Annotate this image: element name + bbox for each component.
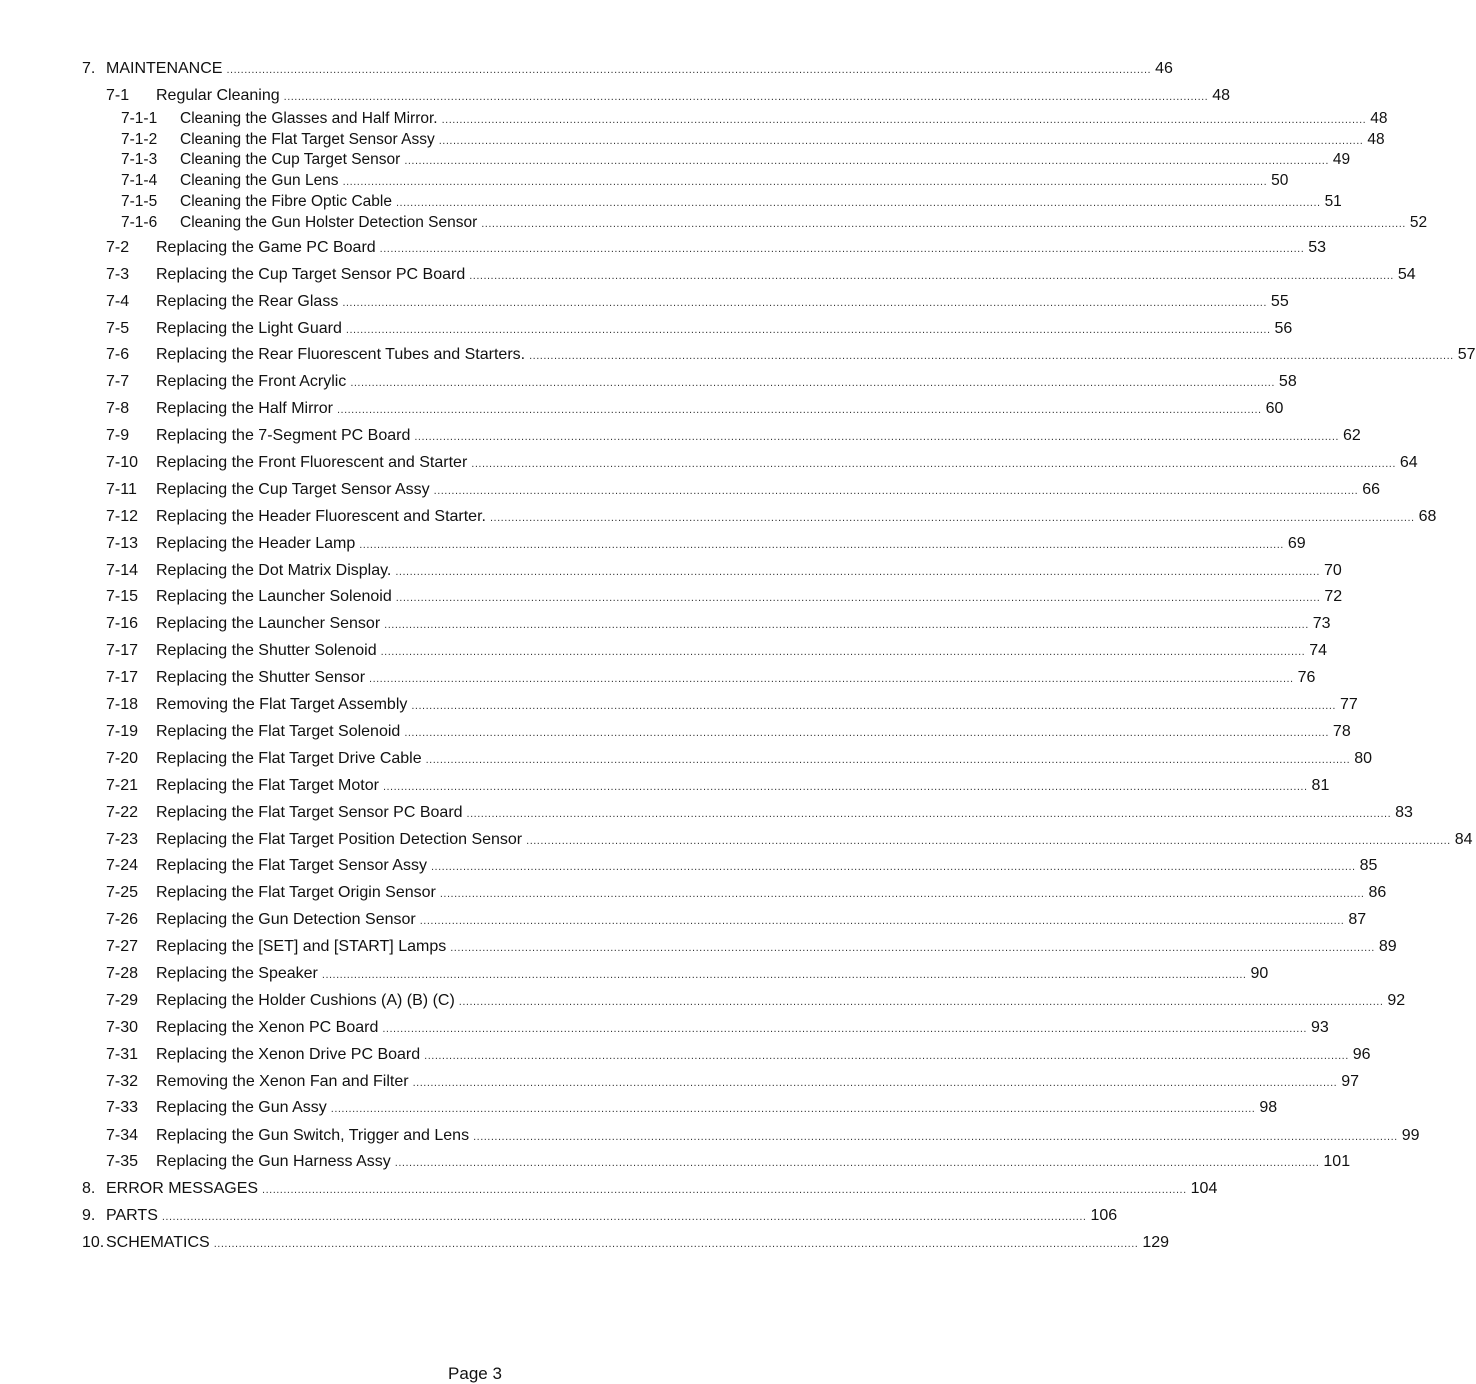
dot-leader: ....................................................................................................................................................................................................................................................................	[345, 324, 1271, 336]
toc-entry-page: 104	[1190, 1180, 1218, 1197]
toc-entry-page: 97	[1341, 1073, 1359, 1090]
toc-entry-page: 85	[1359, 857, 1378, 874]
toc-entry-page: 66	[1362, 481, 1381, 498]
toc-entry[interactable]	[0, 910, 1367, 930]
toc-entry-page: 73	[1312, 615, 1331, 632]
dot-leader: ....................................................................................................................................................................................................................................................................	[411, 700, 1336, 712]
toc-entry-number: 7-16	[106, 615, 139, 632]
toc-entry-number: 7-14	[106, 562, 139, 579]
dot-leader: ....................................................................................................................................................................................................................................................................	[424, 1050, 1349, 1062]
toc-entry[interactable]	[0, 213, 1428, 233]
toc-entry-number: 7-12	[106, 508, 139, 525]
dot-leader: ....................................................................................................................................................................................................................................................................	[430, 861, 1356, 873]
toc-entry-number: 7-30	[106, 1019, 139, 1036]
toc-entry-page: 101	[1323, 1153, 1351, 1170]
toc-entry-number: 7-9	[106, 427, 130, 444]
dot-leader: ....................................................................................................................................................................................................................................................................	[226, 64, 1152, 76]
toc-entry-title: Replacing the Holder Cushions (A) (B) (C)	[156, 992, 455, 1009]
dot-leader: ....................................................................................................................................................................................................................................................................	[336, 404, 1262, 416]
toc-entry-page: 78	[1332, 723, 1351, 740]
toc-entry-title: Replacing the Shutter Sensor	[156, 669, 366, 686]
toc-entry-title: Replacing the Launcher Sensor	[156, 615, 381, 632]
toc-entry[interactable]	[0, 614, 1331, 634]
toc-entry-title: Replacing the Flat Target Sensor PC Board	[156, 804, 463, 821]
toc-entry-page: 90	[1250, 965, 1269, 982]
toc-entry-number: 7-27	[106, 938, 139, 955]
toc-entry-number: 7.	[82, 60, 96, 77]
toc-entry-page: 57	[1457, 346, 1476, 363]
toc-entry-title: Replacing the Gun Assy	[156, 1099, 327, 1116]
dot-leader: ....................................................................................................................................................................................................................................................................	[414, 431, 1339, 443]
toc-entry[interactable]	[0, 507, 1437, 527]
dot-leader: ....................................................................................................................................................................................................................................................................	[471, 458, 1396, 470]
toc-entry-title: Replacing the Front Fluorescent and Starter	[156, 454, 468, 471]
toc-entry-number: 7-18	[106, 696, 139, 713]
toc-entry[interactable]	[0, 265, 1416, 285]
toc-entry[interactable]	[0, 372, 1297, 392]
toc-entry-page: 98	[1259, 1099, 1278, 1116]
toc-entry-title: Cleaning the Fibre Optic Cable	[180, 193, 392, 210]
toc-entry-number: 7-1-6	[121, 214, 158, 231]
toc-entry-page: 64	[1399, 454, 1418, 471]
toc-entry-title: Removing the Xenon Fan and Filter	[156, 1073, 409, 1090]
toc-entry[interactable]	[0, 1018, 1329, 1038]
dot-leader: ....................................................................................................................................................................................................................................................................	[369, 673, 1294, 685]
toc-entry[interactable]	[0, 238, 1327, 258]
toc-entry-number: 7-34	[106, 1127, 139, 1144]
dot-leader: ....................................................................................................................................................................................................................................................................	[458, 996, 1384, 1008]
toc-entry-number: 7-35	[106, 1153, 139, 1170]
toc-entry-title: PARTS	[106, 1207, 158, 1224]
toc-entry-number: 7-7	[106, 373, 130, 390]
toc-entry[interactable]	[0, 150, 1351, 170]
toc-entry-number: 7-1-1	[121, 110, 158, 127]
toc-entry-title: Replacing the Dot Matrix Display.	[156, 562, 392, 579]
dot-leader: ....................................................................................................................................................................................................................................................................	[419, 915, 1345, 927]
dot-leader: ....................................................................................................................................................................................................................................................................	[382, 781, 1308, 793]
toc-entry-title: Replacing the [SET] and [START] Lamps	[156, 938, 447, 955]
toc-entry-number: 7-5	[106, 320, 130, 337]
toc-entry[interactable]	[0, 1072, 1359, 1092]
toc-entry-number: 7-1-2	[121, 131, 158, 148]
dot-leader: ....................................................................................................................................................................................................................................................................	[439, 888, 1365, 900]
dot-leader: ....................................................................................................................................................................................................................................................................	[321, 969, 1247, 981]
toc-entry-page: 68	[1418, 508, 1437, 525]
toc-entry-page: 50	[1271, 172, 1289, 189]
toc-entry-page: 53	[1308, 239, 1327, 256]
toc-entry[interactable]	[0, 883, 1387, 903]
toc-entry-number: 7-4	[106, 293, 130, 310]
toc-entry-title: Replacing the Speaker	[156, 965, 318, 982]
toc-entry-page: 99	[1401, 1127, 1420, 1144]
dot-leader: ....................................................................................................................................................................................................................................................................	[213, 1238, 1139, 1250]
toc-entry[interactable]	[0, 587, 1343, 607]
toc-entry-number: 7-20	[106, 750, 139, 767]
toc-entry-title: Replacing the Rear Glass	[156, 293, 339, 310]
toc-entry-title: Replacing the Flat Target Solenoid	[156, 723, 401, 740]
toc-entry-page: 55	[1270, 293, 1289, 310]
dot-leader: ....................................................................................................................................................................................................................................................................	[450, 942, 1375, 954]
toc-entry[interactable]	[0, 1179, 1218, 1199]
toc-entry-title: Replacing the Half Mirror	[156, 400, 333, 417]
toc-entry[interactable]	[0, 668, 1316, 688]
dot-leader: ....................................................................................................................................................................................................................................................................	[469, 270, 1394, 282]
dot-leader: ....................................................................................................................................................................................................................................................................	[330, 1103, 1256, 1115]
dot-leader: ....................................................................................................................................................................................................................................................................	[466, 808, 1392, 820]
toc-entry-title: Cleaning the Gun Lens	[180, 172, 339, 189]
toc-entry[interactable]	[0, 426, 1361, 446]
toc-entry-title: Cleaning the Cup Target Sensor	[180, 151, 401, 168]
toc-entry[interactable]	[0, 59, 1173, 79]
toc-entry[interactable]	[0, 345, 1476, 365]
toc-entry[interactable]	[0, 130, 1385, 150]
dot-leader: ....................................................................................................................................................................................................................................................................	[404, 727, 1329, 739]
toc-entry-number: 7-11	[106, 481, 137, 498]
toc-entry-number: 7-17	[106, 669, 139, 686]
toc-entry[interactable]	[0, 86, 1231, 106]
toc-entry[interactable]	[0, 641, 1327, 661]
dot-leader: ....................................................................................................................................................................................................................................................................	[404, 155, 1329, 167]
toc-entry-page: 48	[1367, 131, 1385, 148]
toc-entry-title: SCHEMATICS	[106, 1234, 210, 1251]
toc-entry-page: 48	[1370, 110, 1388, 127]
toc-entry-page: 80	[1354, 750, 1373, 767]
toc-entry-page: 81	[1311, 777, 1330, 794]
toc-entry-number: 7-22	[106, 804, 139, 821]
toc-entry-title: Replacing the 7-Segment PC Board	[156, 427, 411, 444]
toc-entry-number: 7-17	[106, 642, 139, 659]
toc-entry-number: 7-10	[106, 454, 139, 471]
toc-entry-title: Replacing the Xenon PC Board	[156, 1019, 379, 1036]
toc-entry-page: 58	[1278, 373, 1297, 390]
toc-entry[interactable]	[0, 480, 1381, 500]
toc-entry[interactable]	[0, 856, 1378, 876]
toc-entry-page: 48	[1212, 87, 1231, 104]
toc-entry-page: 52	[1409, 214, 1428, 231]
dot-leader: ....................................................................................................................................................................................................................................................................	[433, 485, 1359, 497]
toc-entry[interactable]	[0, 695, 1358, 715]
toc-entry[interactable]	[0, 109, 1388, 129]
toc-entry-title: Replacing the Header Lamp	[156, 535, 356, 552]
toc-entry-page: 54	[1397, 266, 1416, 283]
toc-entry-title: Regular Cleaning	[156, 87, 280, 104]
toc-entry[interactable]	[0, 1045, 1371, 1065]
toc-entry-page: 77	[1339, 696, 1358, 713]
toc-entry-page: 83	[1395, 804, 1413, 821]
toc-entry-number: 7-8	[106, 400, 130, 417]
toc-entry-title: Replacing the Xenon Drive PC Board	[156, 1046, 421, 1063]
toc-entry[interactable]	[0, 1233, 1170, 1253]
toc-entry[interactable]	[0, 991, 1406, 1011]
dot-leader: ....................................................................................................................................................................................................................................................................	[395, 592, 1321, 604]
toc-entry-number: 7-15	[106, 588, 139, 605]
toc-entry[interactable]	[0, 1152, 1351, 1172]
toc-entry-page: 56	[1274, 320, 1293, 337]
toc-entry-page: 46	[1155, 60, 1173, 77]
toc-entry[interactable]	[0, 722, 1351, 742]
dot-leader: ....................................................................................................................................................................................................................................................................	[283, 91, 1209, 103]
dot-leader: ....................................................................................................................................................................................................................................................................	[342, 297, 1267, 309]
toc-entry-title: Replacing the Front Acrylic	[156, 373, 347, 390]
dot-leader: ....................................................................................................................................................................................................................................................................	[526, 835, 1451, 847]
toc-entry[interactable]	[0, 1098, 1278, 1118]
toc-entry-page: 76	[1297, 669, 1316, 686]
toc-entry-page: 72	[1324, 588, 1343, 605]
toc-entry-title: Replacing the Header Fluorescent and Starter.	[156, 508, 486, 525]
dot-leader: ....................................................................................................................................................................................................................................................................	[438, 135, 1364, 147]
dot-leader: ....................................................................................................................................................................................................................................................................	[395, 566, 1320, 578]
toc-entry-number: 7-2	[106, 239, 130, 256]
toc-entry-page: 129	[1142, 1234, 1170, 1251]
toc-entry-title: Replacing the Flat Target Sensor Assy	[156, 857, 427, 874]
toc-entry-page: 70	[1323, 562, 1342, 579]
toc-entry-number: 7-32	[106, 1073, 139, 1090]
toc-entry-page: 84	[1454, 831, 1473, 848]
toc-entry-number: 7-1-4	[121, 172, 158, 189]
toc-entry-number: 7-29	[106, 992, 139, 1009]
toc-entry[interactable]	[0, 1126, 1420, 1146]
toc-entry-title: Replacing the Shutter Solenoid	[156, 642, 377, 659]
toc-entry-page: 86	[1368, 884, 1387, 901]
toc-entry-number: 7-25	[106, 884, 139, 901]
toc-entry-number: 9.	[82, 1207, 96, 1224]
toc-entry-title: Replacing the Gun Harness Assy	[156, 1153, 391, 1170]
toc-entry-page: 106	[1090, 1207, 1118, 1224]
toc-entry-page: 69	[1287, 535, 1306, 552]
dot-leader: ....................................................................................................................................................................................................................................................................	[394, 1157, 1320, 1169]
dot-leader: ....................................................................................................................................................................................................................................................................	[489, 512, 1415, 524]
toc-entry-title: ERROR MESSAGES	[106, 1180, 259, 1197]
toc-entry[interactable]	[0, 399, 1284, 419]
toc-entry[interactable]	[0, 964, 1269, 984]
toc-entry-title: Cleaning the Gun Holster Detection Sensor	[180, 214, 478, 231]
toc-entry-number: 7-1	[106, 87, 130, 104]
dot-leader: ....................................................................................................................................................................................................................................................................	[529, 350, 1454, 362]
toc-entry-number: 7-6	[106, 346, 130, 363]
toc-entry-number: 7-23	[106, 831, 139, 848]
toc-entry-page: 62	[1342, 427, 1361, 444]
toc-entry-title: Replacing the Cup Target Sensor PC Board	[156, 266, 466, 283]
dot-leader: ....................................................................................................................................................................................................................................................................	[395, 197, 1321, 209]
toc-entry-title: Replacing the Launcher Solenoid	[156, 588, 392, 605]
toc-entry-page: 74	[1309, 642, 1327, 659]
dot-leader: ....................................................................................................................................................................................................................................................................	[384, 619, 1309, 631]
toc-entry-number: 7-13	[106, 535, 139, 552]
toc-entry[interactable]	[0, 830, 1473, 850]
toc-entry-title: Replacing the Flat Target Origin Sensor	[156, 884, 436, 901]
toc-entry[interactable]	[0, 561, 1342, 581]
toc-entry-number: 7-1-3	[121, 151, 158, 168]
dot-leader: ....................................................................................................................................................................................................................................................................	[350, 377, 1275, 389]
toc-entry-number: 7-33	[106, 1099, 139, 1116]
toc-entry-title: MAINTENANCE	[106, 60, 223, 77]
toc-entry[interactable]	[0, 534, 1306, 554]
toc-entry-number: 7-28	[106, 965, 139, 982]
dot-leader: ....................................................................................................................................................................................................................................................................	[161, 1211, 1087, 1223]
toc-entry-title: Replacing the Gun Switch, Trigger and Lens	[156, 1127, 470, 1144]
dot-leader: ....................................................................................................................................................................................................................................................................	[412, 1077, 1338, 1089]
toc-entry[interactable]	[0, 776, 1330, 796]
dot-leader: ....................................................................................................................................................................................................................................................................	[382, 1023, 1307, 1035]
toc-entry[interactable]	[0, 937, 1397, 957]
toc-entry-title: Replacing the Flat Target Position Detection Sensor	[156, 831, 523, 848]
toc-entry-page: 87	[1348, 911, 1367, 928]
page-footer	[0, 1364, 950, 1384]
toc-entry-number: 7-21	[106, 777, 139, 794]
toc-entry-number: 7-26	[106, 911, 139, 928]
toc-entry-title: Cleaning the Flat Target Sensor Assy	[180, 131, 435, 148]
toc-entry-page: 92	[1387, 992, 1406, 1009]
toc-entry-number: 7-24	[106, 857, 139, 874]
toc-entry-page: 96	[1352, 1046, 1371, 1063]
toc-entry[interactable]	[0, 171, 1289, 191]
toc-entry-title: Replacing the Gun Detection Sensor	[156, 911, 416, 928]
toc-entry[interactable]	[0, 1206, 1118, 1226]
toc-entry-title: Replacing the Flat Target Motor	[156, 777, 379, 794]
toc-entry-number: 7-31	[106, 1046, 139, 1063]
toc-entry-page: 89	[1378, 938, 1397, 955]
toc-entry-number: 10.	[82, 1234, 105, 1251]
toc-entry-number: 8.	[82, 1180, 96, 1197]
dot-leader: ....................................................................................................................................................................................................................................................................	[379, 243, 1305, 255]
dot-leader: ....................................................................................................................................................................................................................................................................	[262, 1184, 1187, 1196]
toc-entry-number: 7-19	[106, 723, 139, 740]
toc-entry-title: Cleaning the Glasses and Half Mirror.	[180, 110, 438, 127]
toc-entry-number: 7-1-5	[121, 193, 158, 210]
toc-entry[interactable]	[0, 453, 1418, 473]
toc-entry-title: Replacing the Cup Target Sensor Assy	[156, 481, 430, 498]
toc-entry[interactable]	[0, 803, 1413, 823]
dot-leader: ....................................................................................................................................................................................................................................................................	[473, 1131, 1398, 1143]
toc-entry-title: Replacing the Rear Fluorescent Tubes and Starters.	[156, 346, 526, 363]
toc-entry-number: 7-3	[106, 266, 130, 283]
toc-entry-title: Replacing the Game PC Board	[156, 239, 376, 256]
dot-leader: ....................................................................................................................................................................................................................................................................	[425, 754, 1351, 766]
dot-leader: ....................................................................................................................................................................................................................................................................	[359, 539, 1284, 551]
toc-entry-title: Replacing the Flat Target Drive Cable	[156, 750, 422, 767]
dot-leader: ....................................................................................................................................................................................................................................................................	[441, 114, 1367, 126]
toc-entry-page: 49	[1332, 151, 1351, 168]
toc-entry-page: 93	[1310, 1019, 1329, 1036]
dot-leader: ....................................................................................................................................................................................................................................................................	[481, 218, 1406, 230]
dot-leader: ....................................................................................................................................................................................................................................................................	[380, 646, 1306, 658]
page-number-label: Page 3	[448, 1364, 502, 1383]
toc-entry[interactable]	[0, 192, 1342, 212]
toc-entry-title: Replacing the Light Guard	[156, 320, 342, 337]
toc-entry-title: Removing the Flat Target Assembly	[156, 696, 408, 713]
dot-leader: ....................................................................................................................................................................................................................................................................	[342, 176, 1268, 188]
toc-entry-page: 51	[1324, 193, 1342, 210]
toc-entry[interactable]	[0, 319, 1293, 339]
toc-entry[interactable]	[0, 749, 1373, 769]
toc-entry-page: 60	[1265, 400, 1284, 417]
toc-entry[interactable]	[0, 292, 1289, 312]
